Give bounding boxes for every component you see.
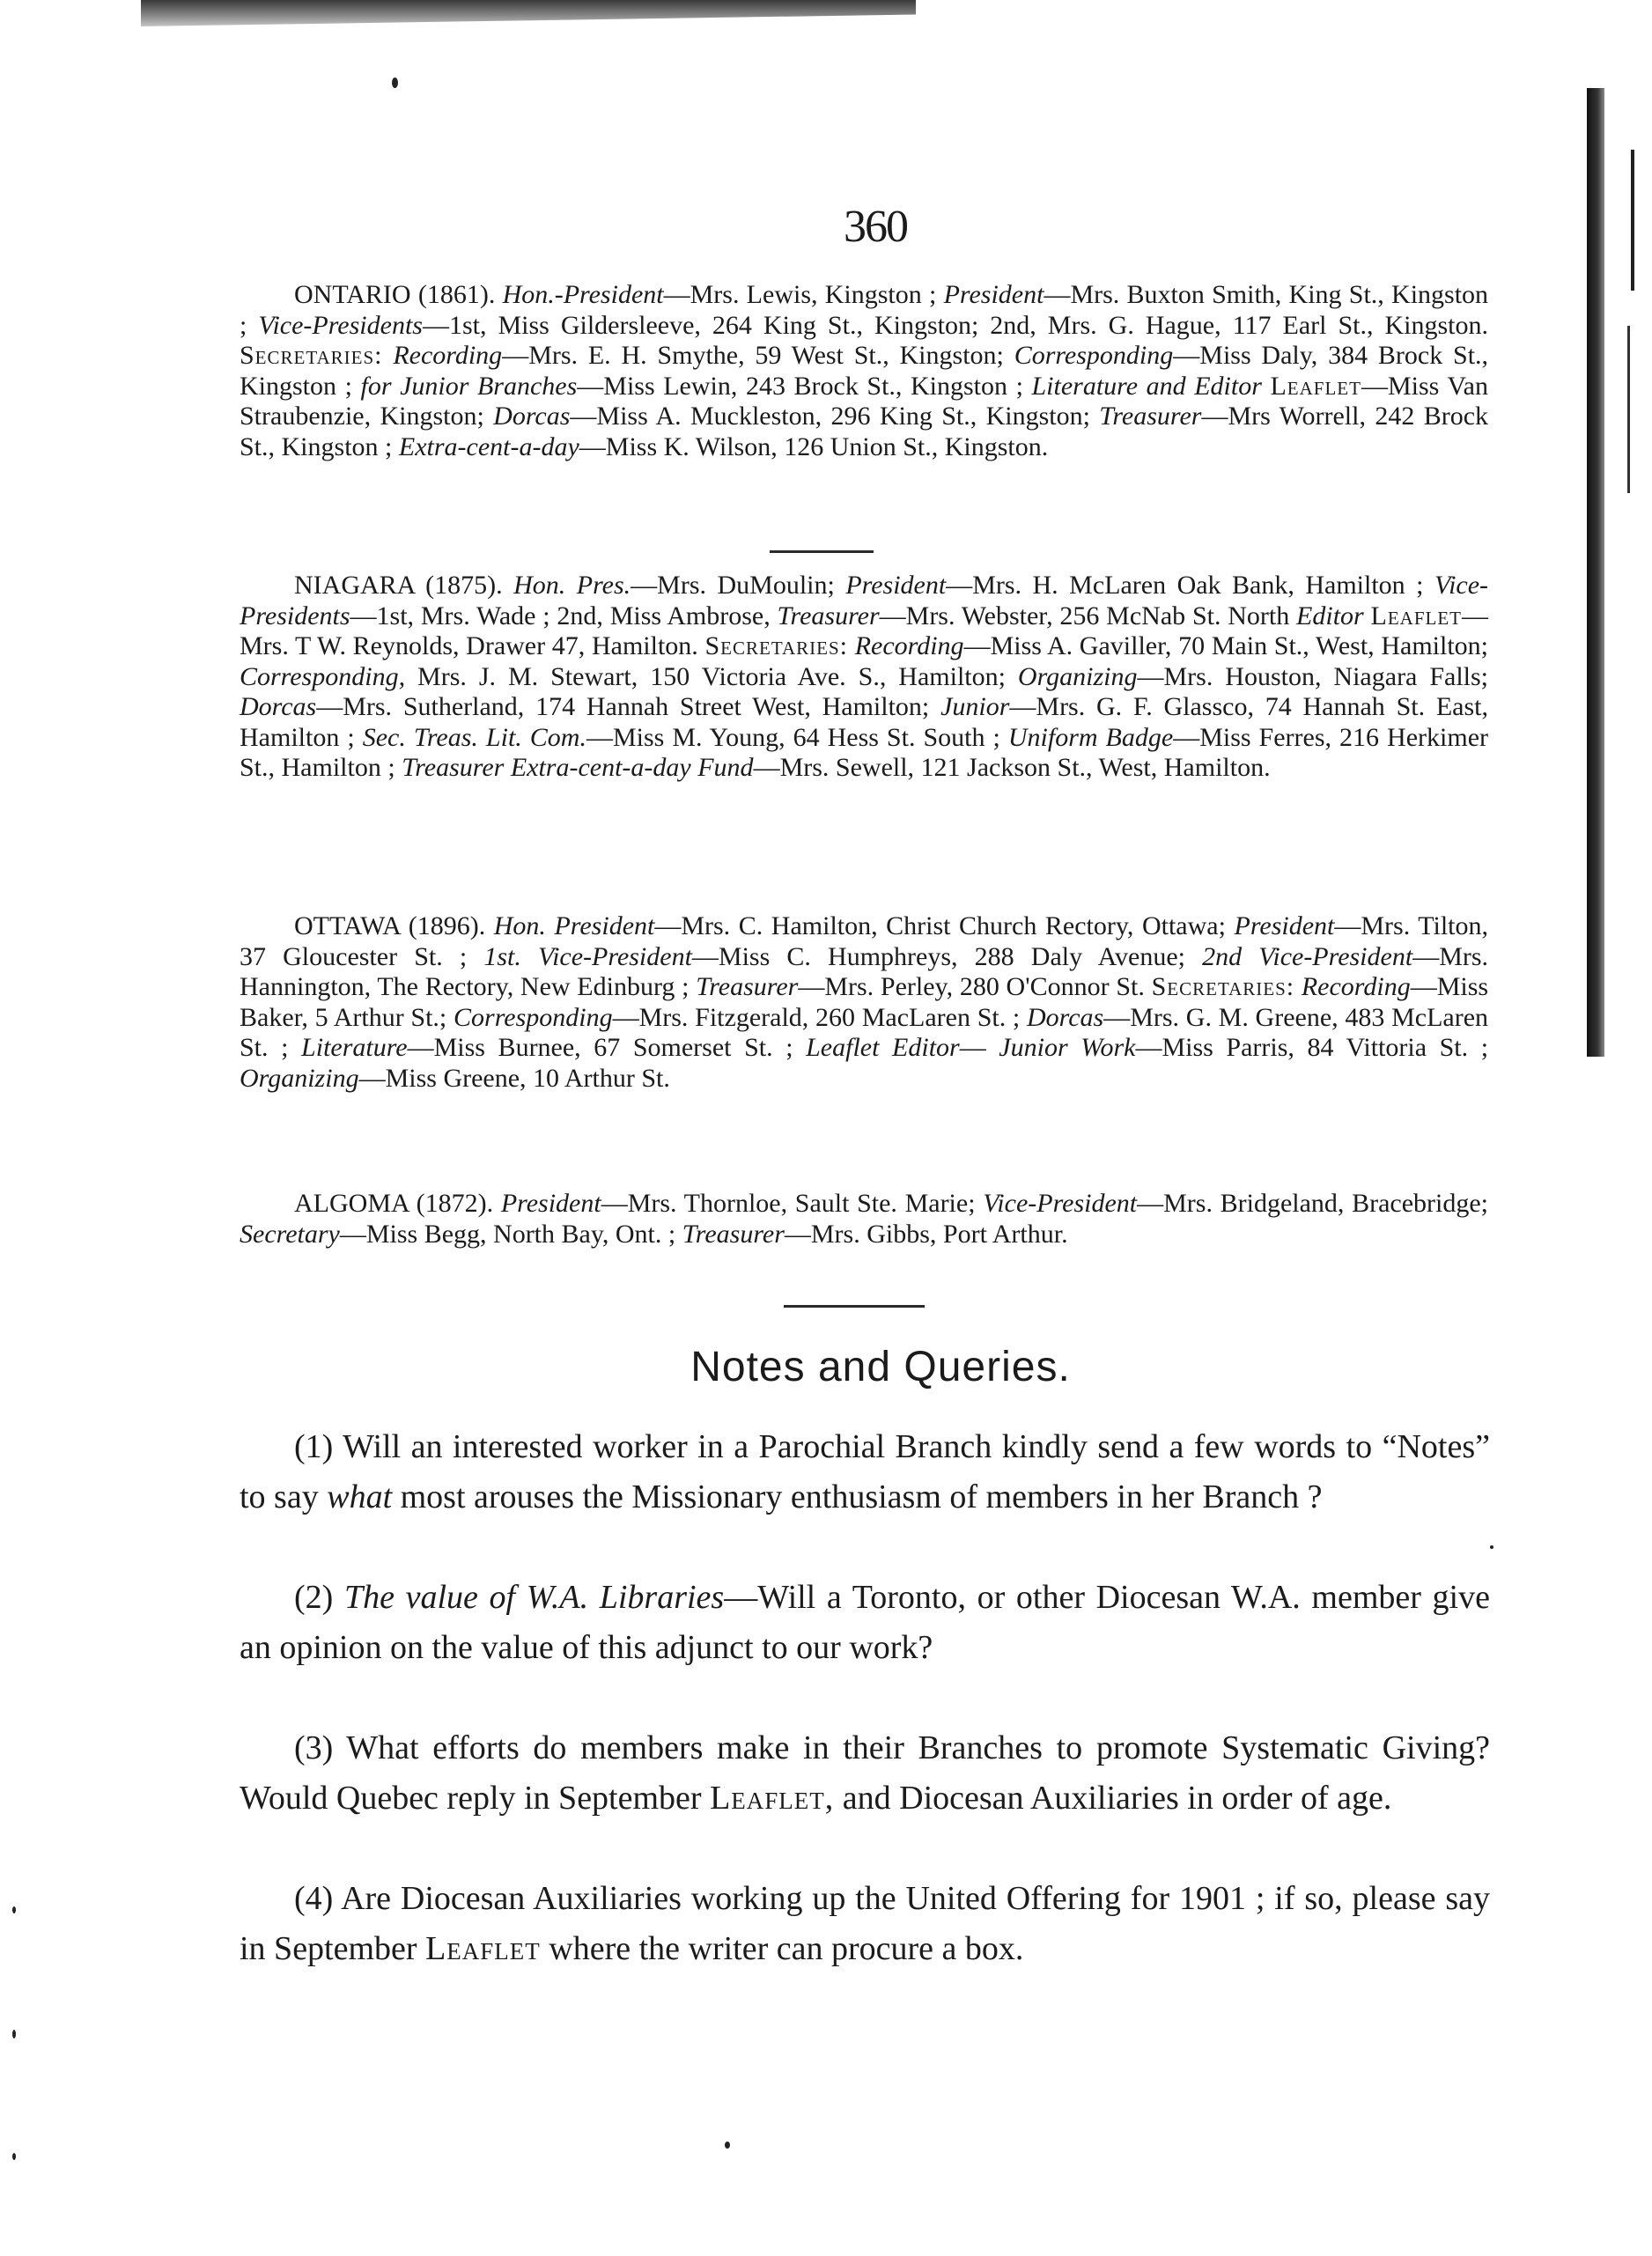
diocese-name: NIAGARA: [294, 571, 415, 600]
binding-shadow: [1587, 88, 1604, 1057]
notes-heading: Notes and Queries.: [690, 1344, 1071, 1390]
section-divider: [770, 550, 874, 553]
query-2: (2) The value of W.A. Libraries—Will a Toronto, or other Diocesan W.A. member give an opinion on the value of this adjunct to our work?: [240, 1579, 1490, 1666]
diocese-name: ONTARIO: [294, 280, 411, 309]
speck: [12, 2030, 16, 2039]
algoma-entry: ALGOMA (1872). President—Mrs. Thornloe, Sault Ste. Marie; Vice-President—Mrs. Bridgeland, Bracebridge; Secretary—Miss Begg, North Bay, Ont. ; Treasurer—Mrs. Gibbs, Port Arthur.: [240, 1189, 1488, 1249]
niagara-entry: NIAGARA (1875). Hon. Pres.—Mrs. DuMoulin; President—Mrs. H. McLaren Oak Bank, Hamilton ; Vice-Presidents—1st, Mrs. Wade ; 2nd, Miss Ambrose, Treasurer—Mrs. Webster, 256 McNab St. North Editor Leaflet—Mrs. T W. Reynolds, Drawer 47, Hamilton. Secretaries: Recording—Miss A. Gaviller, 70 Main St., West, Hamilton; Corresponding, Mrs. J. M. Stewart, 150 Victoria Ave. S., Hamilton; Organizing—Mrs. Houston, Niagara Falls; Dorcas—Mrs. Sutherland, 174 Hannah Street West, Hamilton; Junior—Mrs. G. F. Glassco, 74 Hannah St. East, Hamilton ; Sec. Treas. Lit. Com.—Miss M. Young, 64 Hess St. South ; Uniform Badge—Miss Ferres, 216 Herkimer St., Hamilton ; Treasurer Extra-cent-a-day Fund—Mrs. Sewell, 121 Jackson St., West, Hamilton.: [240, 571, 1489, 782]
speck: [12, 1906, 16, 1913]
speck: [12, 2153, 16, 2160]
ontario-entry: ONTARIO (1861). Hon.-President—Mrs. Lewis, Kingston ; President—Mrs. Buxton Smith, King St., Kingston ; Vice-Presidents—1st, Miss Gildersleeve, 264 King St., Kingston; 2nd, Mrs. G. Hague, 117 Earl St., Kingston. Secretaries: Recording—Mrs. E. H. Smythe, 59 West St., Kingston; Corresponding—Miss Daly, 384 Brock St., Kingston ; for Junior Branches—Miss Lewin, 243 Brock St., Kingston ; Literature and Editor Leaflet—Miss Van Straubenzie, Kingston; Dorcas—Miss A. Muckleston, 296 King St., Kingston; Treasurer—Mrs Worrell, 242 Brock St., Kingston ; Extra-cent-a-day—Miss K. Wilson, 126 Union St., Kingston.: [240, 280, 1489, 461]
query-4: (4) Are Diocesan Auxiliaries working up the United Offering for 1901 ; if so, please say in September Leaflet where the writer can procure a box.: [240, 1880, 1490, 1967]
speck: [392, 77, 398, 88]
ottawa-entry: OTTAWA (1896). Hon. President—Mrs. C. Hamilton, Christ Church Rectory, Ottawa; President—Mrs. Tilton, 37 Gloucester St. ; 1st. Vice-President—Miss C. Humphreys, 288 Daly Avenue; 2nd Vice-President—Mrs. Hannington, The Rectory, New Edinburg ; Treasurer—Mrs. Perley, 280 O'Connor St. Secretaries: Recording—Miss Baker, 5 Arthur St.; Corresponding—Mrs. Fitzgerald, 260 MacLaren St. ; Dorcas—Mrs. G. M. Greene, 483 McLaren St. ; Literature—Miss Burnee, 67 Somerset St. ; Leaflet Editor— Junior Work—Miss Parris, 84 Vittoria St. ; Organizing—Miss Greene, 10 Arthur St.: [240, 911, 1489, 1093]
speck: [725, 2142, 730, 2149]
query-3: (3) What efforts do members make in their Branches to promote Systematic Giving? Would Quebec reply in September Leaflet, and Diocesan Auxiliaries in order of age.: [240, 1729, 1490, 1817]
page-number: 360: [844, 202, 907, 252]
query-1: (1) Will an interested worker in a Parochial Branch kindly send a few words to “Notes” to say what most arouses the Missionary enthusiasm of members in her Branch ?: [240, 1428, 1490, 1515]
speck: [1490, 1545, 1493, 1549]
scan-edge-shadow: [141, 0, 916, 26]
binding-mark: [1631, 150, 1634, 291]
binding-mark: [1627, 326, 1630, 493]
diocese-name: OTTAWA: [294, 911, 401, 940]
section-divider: [784, 1305, 925, 1308]
diocese-name: ALGOMA: [294, 1189, 409, 1218]
